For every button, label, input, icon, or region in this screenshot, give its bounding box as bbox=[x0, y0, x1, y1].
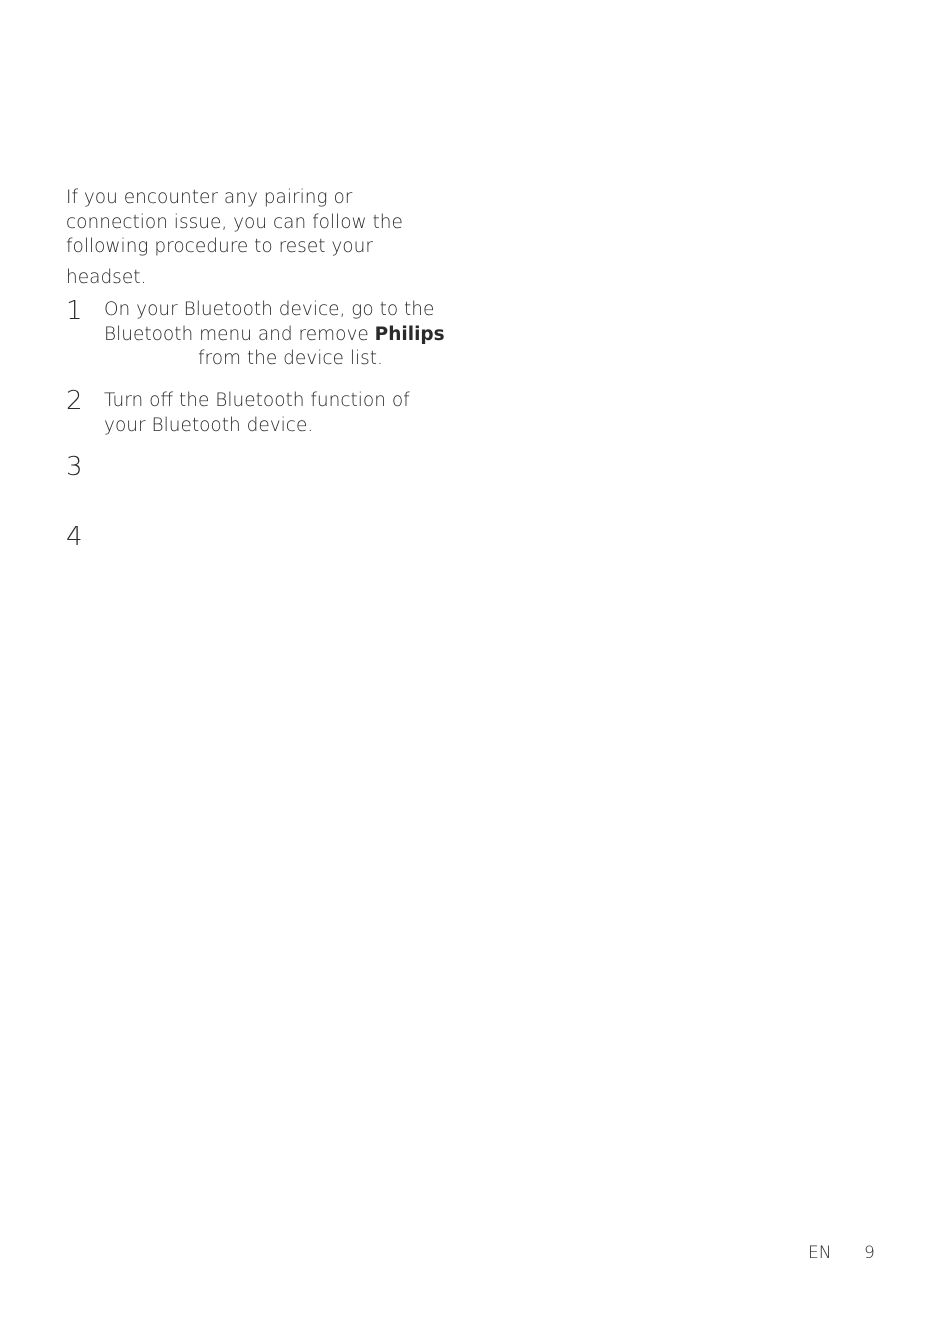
step-number: 1 bbox=[66, 296, 83, 326]
product-name: Philips bbox=[374, 323, 445, 345]
step-number: 3 bbox=[66, 452, 83, 482]
step-line: Turn off the Bluetooth function of bbox=[104, 390, 410, 411]
step-line: from the device list. bbox=[198, 348, 383, 369]
step-line: On your Bluetooth device, go to the bbox=[104, 299, 435, 320]
intro-paragraph bbox=[66, 186, 446, 290]
intro-line: following procedure to reset your bbox=[66, 236, 373, 257]
step-text bbox=[104, 389, 464, 438]
step-line bbox=[104, 323, 464, 348]
intro-line: connection issue, you can follow the bbox=[66, 211, 403, 233]
intro-line: If you encounter any pairing or bbox=[66, 187, 353, 208]
intro-line: headset. bbox=[66, 266, 147, 288]
step-number: 2 bbox=[66, 386, 83, 416]
step-line-text: Bluetooth menu and remove bbox=[104, 323, 375, 345]
step-line: your Bluetooth device. bbox=[104, 414, 314, 436]
step-text bbox=[104, 298, 464, 372]
step-number: 4 bbox=[66, 522, 83, 552]
page-number: 9 bbox=[864, 1243, 875, 1263]
footer-language: EN bbox=[808, 1243, 832, 1263]
